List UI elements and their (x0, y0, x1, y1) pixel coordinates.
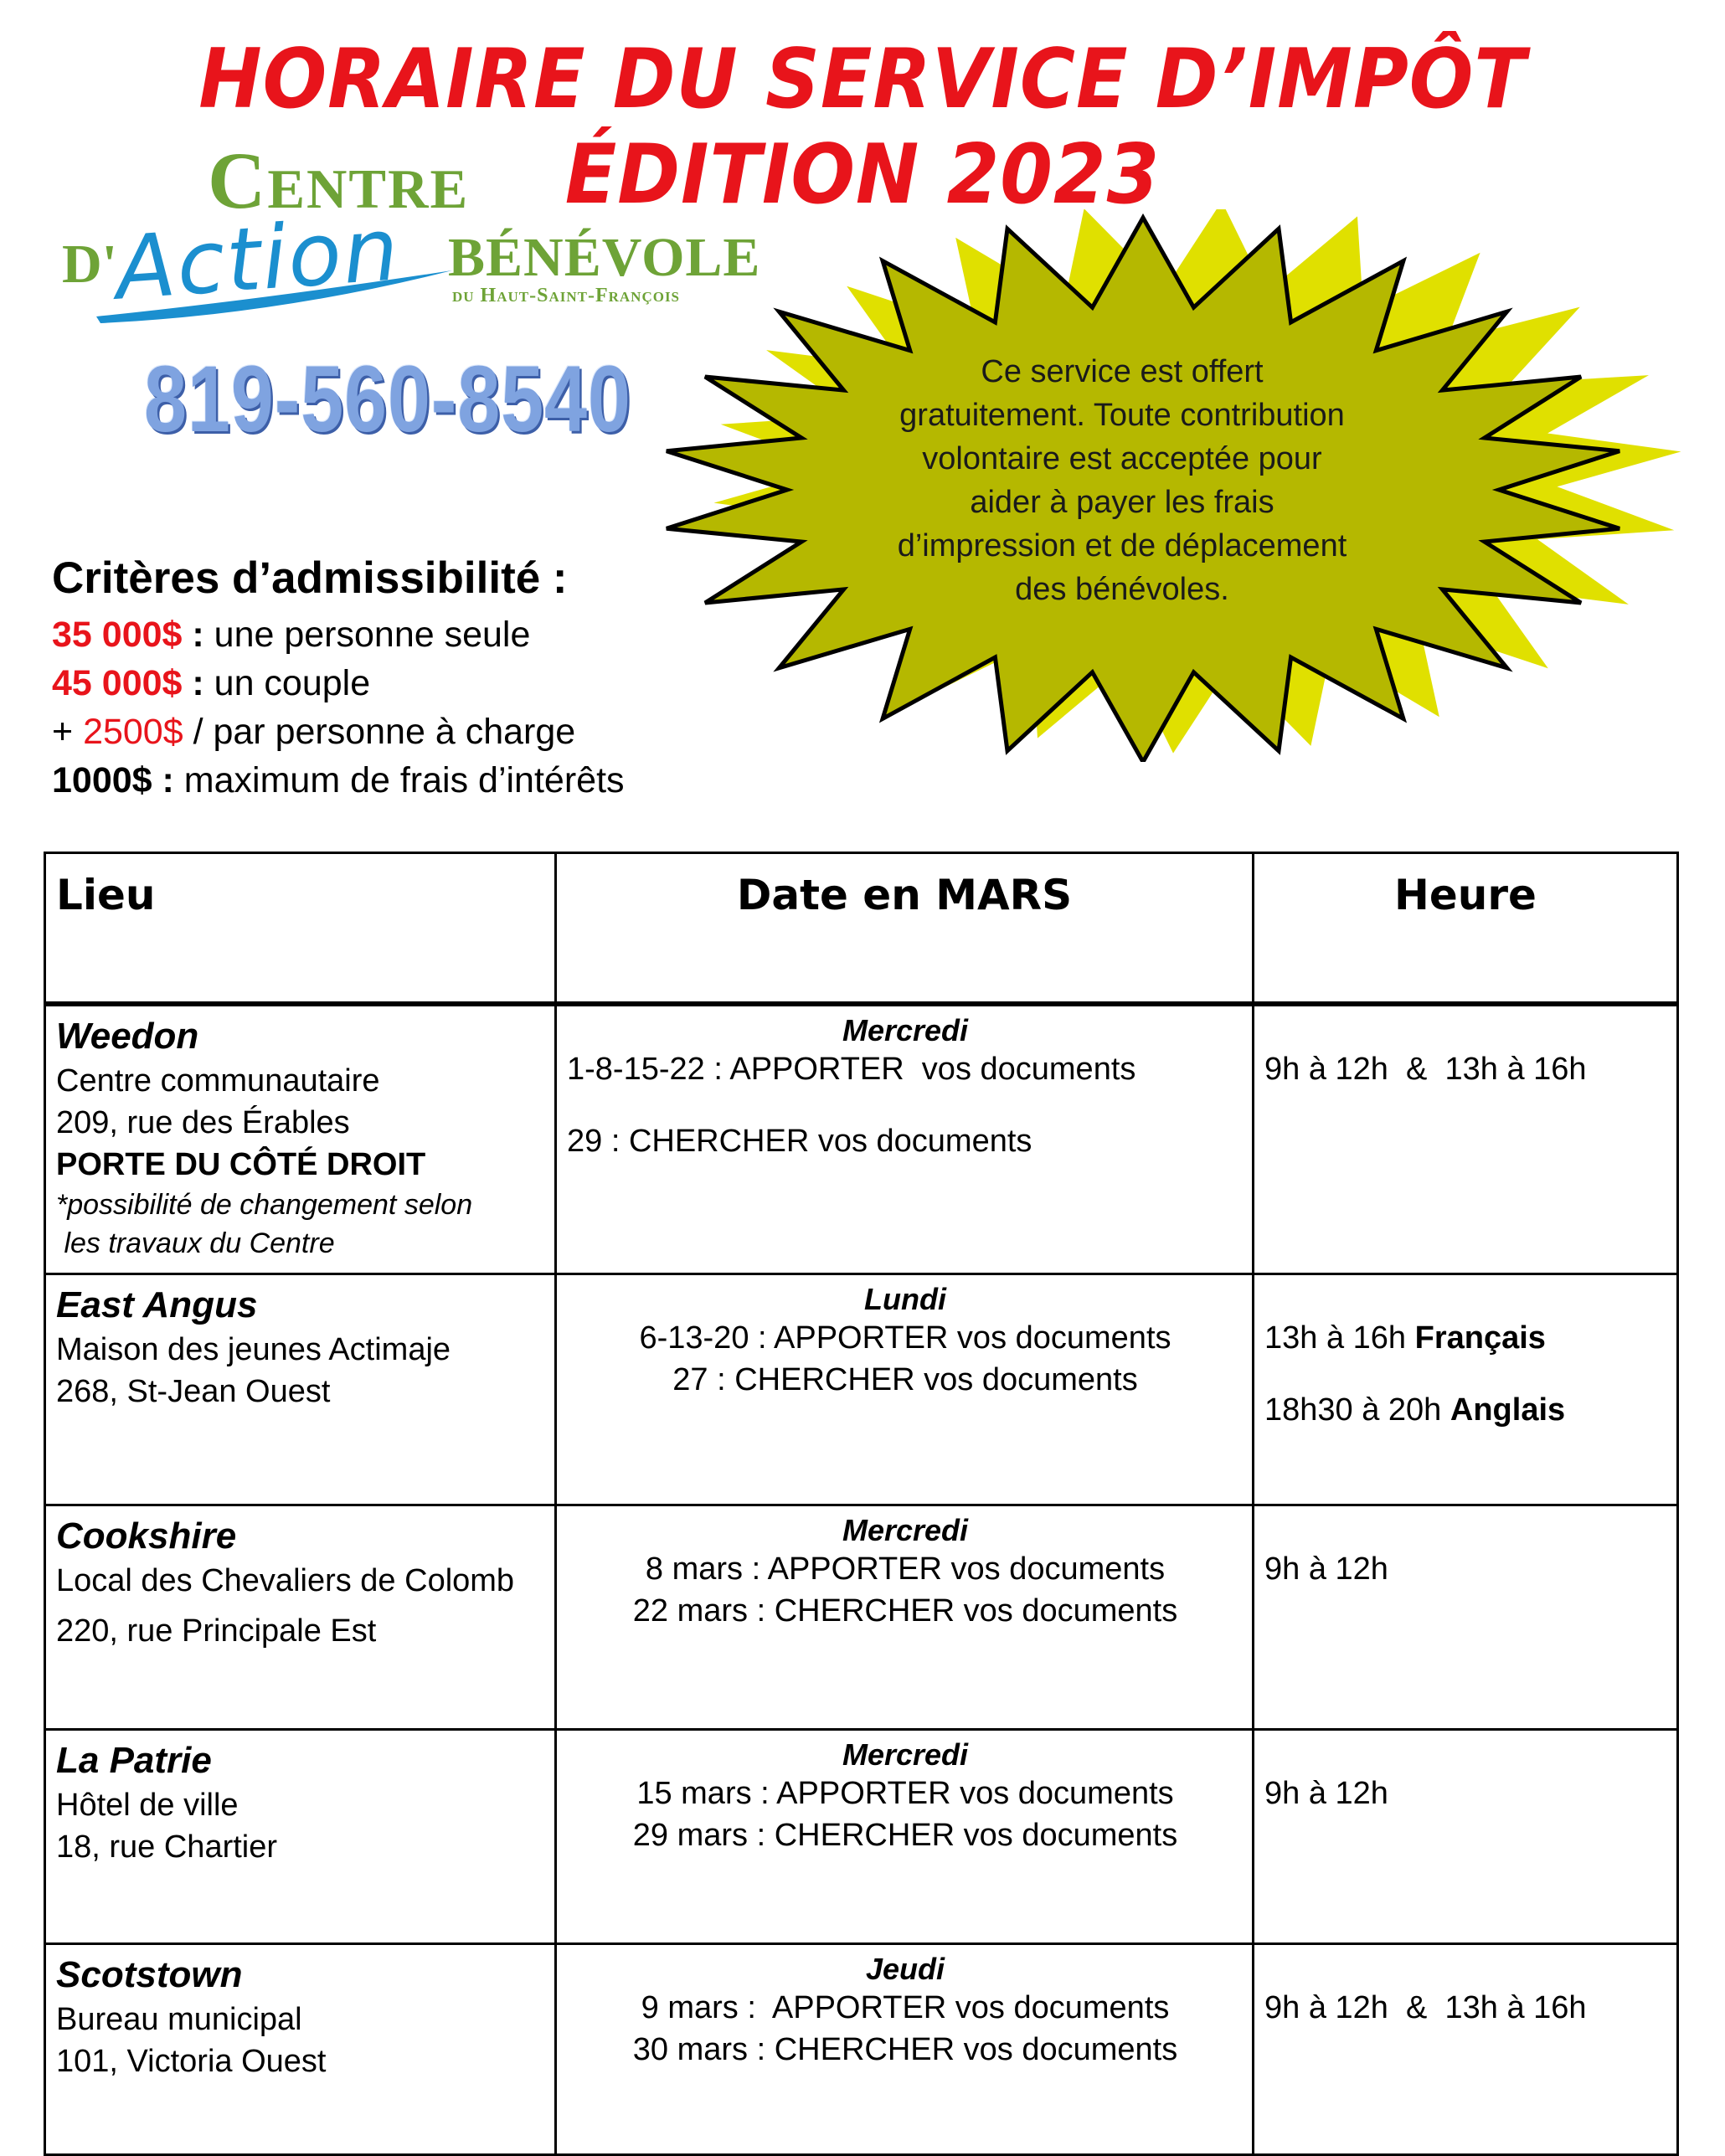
cell-date (556, 1943, 1254, 2154)
hour-line: 9h à 12h (1264, 1551, 1388, 1587)
hour-line: 9h à 12h & 13h à 16h (1264, 1989, 1587, 2025)
hour-line: 9h à 12h & 13h à 16h (1264, 1052, 1587, 1087)
criteria-text: un couple (214, 663, 371, 703)
hour-time: 13h à 16h (1264, 1320, 1415, 1356)
criteria-title: Critères d’admissibilité : (52, 553, 568, 603)
criteria-line-single (52, 610, 625, 659)
day-label: Mercredi (842, 1013, 969, 1047)
address-line: Maison des jeunes Actimaje (56, 1331, 451, 1367)
criteria-line-interest (52, 756, 625, 805)
header-date: Date en MARS (556, 853, 1254, 1005)
cell-heure (1254, 1505, 1678, 1729)
address-line: 220, rue Principale Est (56, 1613, 377, 1649)
criteria-separator: : (152, 760, 184, 800)
table-row-scotstown (45, 1943, 1678, 2154)
starburst-text (854, 350, 1390, 611)
header-heure: Heure (1254, 853, 1678, 1005)
logo-centre-text: Centre (208, 136, 470, 225)
date-line: 15 mars : APPORTER vos documents (636, 1775, 1174, 1811)
date-line: 29 mars : CHERCHER vos documents (632, 1817, 1178, 1853)
address-line: PORTE DU CÔTÉ DROIT (56, 1147, 426, 1182)
starburst-line: gratuitement. Toute contribution (899, 398, 1345, 433)
cell-lieu (45, 1004, 556, 1274)
date-line: 9 mars : APPORTER vos documents (641, 1989, 1170, 2025)
cell-lieu (45, 1505, 556, 1729)
page-title: HORAIRE DU SERVICE D’IMPÔT ÉDITION 2023 (198, 32, 1527, 223)
criteria-amount: 2500$ (83, 712, 183, 752)
day-label: Jeudi (865, 1951, 945, 1986)
hour-language: Anglais (1450, 1392, 1566, 1428)
day-label: Lundi (864, 1281, 946, 1316)
logo-action-text: Action (112, 198, 404, 320)
cell-date (556, 1004, 1254, 1274)
cell-heure (1254, 1004, 1678, 1274)
date-line: 1-8-15-22 : APPORTER vos documents (567, 1052, 1136, 1087)
address-line: Local des Chevaliers de Colomb (56, 1562, 515, 1598)
criteria-separator: : (182, 663, 214, 703)
cell-heure (1254, 1729, 1678, 1943)
cell-lieu (45, 1274, 556, 1505)
hour-time: 18h30 à 20h (1264, 1392, 1450, 1428)
cell-date (556, 1505, 1254, 1729)
starburst-line: des bénévoles. (1015, 572, 1229, 607)
logo-subtitle-text: du Haut-Saint-François (452, 285, 681, 306)
place-name: East Angus (56, 1284, 258, 1325)
starburst-line: d’impression et de déplacement (897, 528, 1347, 563)
criteria-line-dependent (52, 708, 625, 756)
hour-line (1264, 1389, 1668, 1431)
date-line: 8 mars : APPORTER vos documents (645, 1551, 1166, 1587)
starburst-line: volontaire est acceptée pour (922, 441, 1322, 476)
place-name: Cookshire (56, 1515, 237, 1557)
place-name: Scotstown (56, 1953, 243, 1995)
logo-benevole-text: BÉNÉVOLE (448, 227, 761, 288)
date-line: 6-13-20 : APPORTER vos documents (639, 1320, 1171, 1356)
note-line: *possibilité de changement selon (56, 1189, 473, 1221)
table-row-cookshire (45, 1505, 1678, 1729)
note-line: les travaux du Centre (56, 1227, 335, 1259)
cell-date (556, 1274, 1254, 1505)
criteria-text: maximum de frais d’intérêts (183, 760, 625, 800)
criteria-line-couple (52, 659, 625, 708)
table-row-weedon (45, 1004, 1678, 1274)
criteria-amount: 1000$ (52, 760, 152, 800)
cell-heure (1254, 1274, 1678, 1505)
address-line: Bureau municipal (56, 2001, 302, 2037)
criteria-text: / par personne à charge (183, 712, 576, 752)
address-line: Hôtel de ville (56, 1787, 239, 1823)
date-line: 22 mars : CHERCHER vos documents (632, 1593, 1178, 1629)
table-header-row (45, 853, 1678, 1005)
place-name: Weedon (56, 1016, 199, 1057)
criteria-prefix: + (52, 712, 84, 752)
table-row-la-patrie (45, 1729, 1678, 1943)
hour-line (1264, 1282, 1668, 1359)
day-label: Mercredi (842, 1512, 969, 1547)
schedule-table (44, 852, 1679, 2156)
date-line: 30 mars : CHERCHER vos documents (632, 2031, 1178, 2067)
hour-line: 9h à 12h (1264, 1775, 1388, 1811)
cell-date (556, 1729, 1254, 1943)
cell-lieu (45, 1729, 556, 1943)
day-label: Mercredi (842, 1737, 969, 1772)
cell-lieu (45, 1943, 556, 2154)
logo-d-text: D' (62, 234, 117, 295)
date-line: 29 : CHERCHER vos documents (567, 1124, 1032, 1159)
place-name: La Patrie (56, 1739, 212, 1781)
criteria-amount: 45 000$ (52, 663, 183, 703)
address-line: Centre communautaire (56, 1063, 380, 1099)
header-lieu: Lieu (45, 853, 556, 1005)
eligibility-criteria (52, 553, 625, 805)
table-row-east-angus (45, 1274, 1678, 1505)
cell-heure (1254, 1943, 1678, 2154)
address-line: 209, rue des Érables (56, 1105, 350, 1140)
address-line: 101, Victoria Ouest (56, 2043, 327, 2079)
date-line: 27 : CHERCHER vos documents (672, 1361, 1138, 1397)
starburst-line: aider à payer les frais (970, 485, 1274, 520)
criteria-amount: 35 000$ (52, 615, 183, 655)
criteria-separator: : (182, 615, 214, 655)
address-line: 268, St-Jean Ouest (56, 1373, 331, 1409)
hour-language: Français (1414, 1320, 1546, 1356)
phone-number: 819-560-8540 (144, 347, 631, 451)
starburst-line: Ce service est offert (981, 354, 1264, 389)
address-line: 18, rue Chartier (56, 1829, 278, 1865)
criteria-text: une personne seule (214, 615, 531, 655)
